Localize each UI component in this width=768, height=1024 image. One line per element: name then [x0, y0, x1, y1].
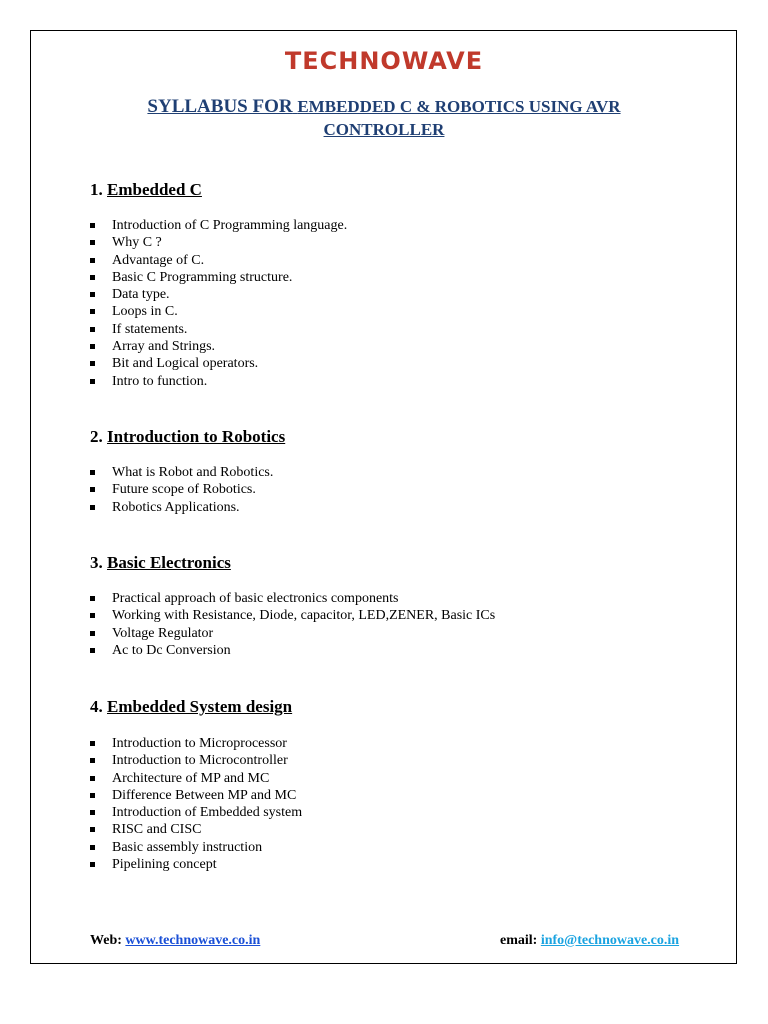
section-title: Embedded System design [107, 697, 293, 716]
email-link[interactable]: info@technowave.co.in [540, 933, 680, 948]
list-item: Introduction of C Programming language. [90, 217, 347, 234]
list-item: Advantage of C. [90, 252, 347, 269]
syllabus-title-line1 [0, 96, 768, 118]
syllabus-title-line2: CONTROLLER [323, 120, 445, 139]
bullet-icon [90, 361, 95, 366]
footer-email [500, 933, 679, 949]
bullet-icon [90, 487, 95, 492]
list-item: Voltage Regulator [90, 625, 495, 642]
section-list [90, 217, 347, 390]
bullet-icon [90, 827, 95, 832]
list-item: Architecture of MP and MC [90, 770, 302, 787]
bullet-icon [90, 275, 95, 280]
bullet-icon [90, 258, 95, 263]
list-item: Introduction to Microprocessor [90, 735, 302, 752]
section-title: Embedded C [107, 180, 202, 199]
section-heading [90, 180, 202, 200]
list-item: Practical approach of basic electronics components [90, 590, 495, 607]
list-item: Pipelining concept [90, 856, 302, 873]
list-item: If statements. [90, 321, 347, 338]
bullet-icon [90, 631, 95, 636]
list-item: Array and Strings. [90, 338, 347, 355]
list-item: Introduction of Embedded system [90, 804, 302, 821]
section-title: Introduction to Robotics [107, 427, 286, 446]
list-item: RISC and CISC [90, 821, 302, 838]
bullet-icon [90, 505, 95, 510]
website-link[interactable]: www.technowave.co.in [125, 933, 261, 948]
list-item: Loops in C. [90, 303, 347, 320]
bullet-icon [90, 379, 95, 384]
section-heading [90, 553, 231, 573]
bullet-icon [90, 327, 95, 332]
section-number: 4. [90, 697, 103, 716]
section-list [90, 735, 302, 873]
section-heading [90, 427, 285, 447]
title-small-text: EMBEDDED C & ROBOTICS USING AVR [297, 97, 621, 116]
section-list [90, 464, 273, 516]
bullet-icon [90, 810, 95, 815]
section-title: Basic Electronics [107, 553, 231, 572]
bullet-icon [90, 845, 95, 850]
list-item: Ac to Dc Conversion [90, 642, 495, 659]
bullet-icon [90, 776, 95, 781]
list-item: Difference Between MP and MC [90, 787, 302, 804]
list-item: Bit and Logical operators. [90, 355, 347, 372]
bullet-icon [90, 758, 95, 763]
list-item: Introduction to Microcontroller [90, 752, 302, 769]
footer-web [90, 933, 260, 949]
bullet-icon [90, 862, 95, 867]
list-item: Future scope of Robotics. [90, 481, 273, 498]
bullet-icon [90, 793, 95, 798]
title-large-text: SYLLABUS FOR [147, 96, 293, 117]
bullet-icon [90, 292, 95, 297]
bullet-icon [90, 344, 95, 349]
bullet-icon [90, 309, 95, 314]
section-heading [90, 697, 292, 717]
email-label: email: [500, 933, 538, 948]
brand-logo: TECHNOWAVE [284, 47, 484, 75]
section-list [90, 590, 495, 659]
list-item: Basic C Programming structure. [90, 269, 347, 286]
list-item: Data type. [90, 286, 347, 303]
bullet-icon [90, 240, 95, 245]
bullet-icon [90, 613, 95, 618]
list-item: Robotics Applications. [90, 499, 273, 516]
bullet-icon [90, 596, 95, 601]
list-item: Intro to function. [90, 373, 347, 390]
list-item: Working with Resistance, Diode, capacitor, LED,ZENER, Basic ICs [90, 607, 495, 624]
bullet-icon [90, 648, 95, 653]
section-number: 3. [90, 553, 103, 572]
bullet-icon [90, 470, 95, 475]
bullet-icon [90, 223, 95, 228]
list-item: What is Robot and Robotics. [90, 464, 273, 481]
list-item: Why C ? [90, 234, 347, 251]
list-item: Basic assembly instruction [90, 839, 302, 856]
web-label: Web: [90, 933, 122, 948]
section-number: 1. [90, 180, 103, 199]
section-number: 2. [90, 427, 103, 446]
bullet-icon [90, 741, 95, 746]
